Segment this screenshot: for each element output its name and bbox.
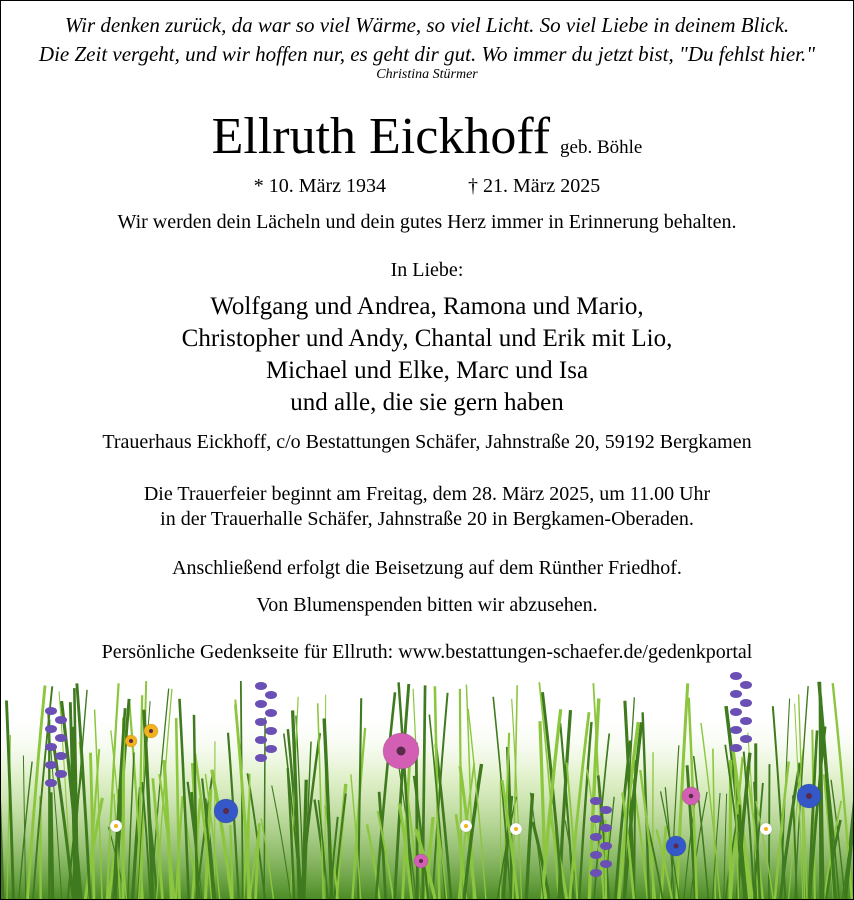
lavender-spike-petal (730, 744, 742, 752)
flower-center (464, 824, 468, 828)
flower-center (149, 729, 153, 733)
lavender-spike-petal (45, 743, 57, 751)
lavender-spike-petal (55, 716, 67, 724)
lavender-spike-petal (730, 708, 742, 716)
lavender-spike-petal (45, 779, 57, 787)
quote-line-2: Die Zeit vergeht, und wir hoffen nur, es geht dir gut. Wo immer du jetzt bist, "Du fehlst hier." (38, 42, 816, 66)
lavender-spike-petal (740, 735, 752, 743)
flower-center (806, 793, 812, 799)
ceremony-line-2: in der Trauerhalle Schäfer, Jahnstraße 20 in Bergkamen-Oberaden. (160, 508, 694, 530)
remembrance-line: Wir werden dein Lächeln und dein gutes Herz immer in Erinnerung behalten. (117, 211, 737, 233)
lavender-spike-petal (255, 700, 267, 708)
lavender-spike-petal (600, 824, 612, 832)
lavender-spike-petal (600, 806, 612, 814)
wildflower-meadow-image (1, 671, 853, 899)
family-line-2: Christopher und Andy, Chantal und Erik mit Lio, (181, 325, 673, 352)
flower-center (114, 824, 118, 828)
memorial-page-link[interactable]: Persönliche Gedenkseite für Ellruth: www.bestattungen-schaefer.de/gedenkportal (101, 641, 753, 663)
lavender-spike-petal (730, 672, 742, 680)
flower-center (764, 827, 768, 831)
lavender-spike-petal (255, 736, 267, 744)
flowers-note: Von Blumenspenden bitten wir abzusehen. (256, 594, 598, 616)
lavender-spike-petal (590, 815, 602, 823)
flower-center (223, 808, 229, 814)
quote-line-1: Wir denken zurück, da war so viel Wärme, so viel Licht. So viel Liebe in deinem Blick. (64, 13, 790, 37)
flower-center (129, 739, 133, 743)
life-dates (1, 175, 853, 198)
lavender-spike-petal (255, 718, 267, 726)
quote-author: Christina Stürmer (376, 67, 478, 82)
family-list (1, 291, 853, 419)
deceased-name: Ellruth Eickhoff (211, 108, 551, 165)
lavender-spike-petal (590, 833, 602, 841)
flower-center (674, 844, 679, 849)
maiden-name: geb. Böhle (560, 137, 643, 158)
name-row (1, 107, 853, 166)
lavender-spike-petal (600, 842, 612, 850)
family-line-1: Wolfgang und Andrea, Ramona und Mario, (210, 293, 644, 320)
family-line-4: und alle, die sie gern haben (290, 389, 564, 416)
lavender-spike-petal (590, 869, 602, 877)
lavender-spike-petal (265, 745, 277, 753)
lavender-spike-petal (255, 682, 267, 690)
lavender-spike-petal (740, 681, 752, 689)
death-date: † 21. März 2025 (468, 175, 601, 197)
lavender-spike-petal (265, 709, 277, 717)
lavender-spike-petal (265, 691, 277, 699)
lavender-spike-petal (265, 727, 277, 735)
lavender-spike-petal (255, 754, 267, 762)
flower-center (419, 859, 423, 863)
in-love-label: In Liebe: (390, 259, 464, 281)
grass-blade (416, 742, 417, 899)
mourning-address: Trauerhaus Eickhoff, c/o Bestattungen Schäfer, Jahnstraße 20, 59192 Bergkamen (102, 431, 752, 453)
lavender-spike-petal (55, 752, 67, 760)
grass-blade (51, 792, 53, 899)
lavender-spike-petal (45, 707, 57, 715)
lavender-spike-petal (45, 725, 57, 733)
lavender-spike-petal (730, 690, 742, 698)
lavender-spike-petal (600, 860, 612, 868)
lavender-spike-petal (55, 734, 67, 742)
lavender-spike-petal (730, 726, 742, 734)
family-line-3: Michael und Elke, Marc und Isa (265, 357, 589, 384)
flower-center (397, 747, 406, 756)
lavender-spike-petal (740, 699, 752, 707)
lavender-spike-petal (590, 797, 602, 805)
birth-date: * 10. März 1934 (253, 175, 386, 197)
flower-center (514, 827, 518, 831)
lavender-spike-petal (590, 851, 602, 859)
ceremony-line-1: Die Trauerfeier beginnt am Freitag, dem 28. März 2025, um 11.00 Uhr (143, 483, 711, 505)
grass-blade (264, 717, 265, 899)
flower-center (689, 794, 694, 799)
quote (1, 11, 853, 69)
lavender-spike-petal (55, 770, 67, 778)
lavender-spike-petal (740, 717, 752, 725)
burial-info: Anschließend erfolgt die Beisetzung auf dem Rünther Friedhof. (172, 557, 682, 579)
lavender-spike-petal (45, 761, 57, 769)
